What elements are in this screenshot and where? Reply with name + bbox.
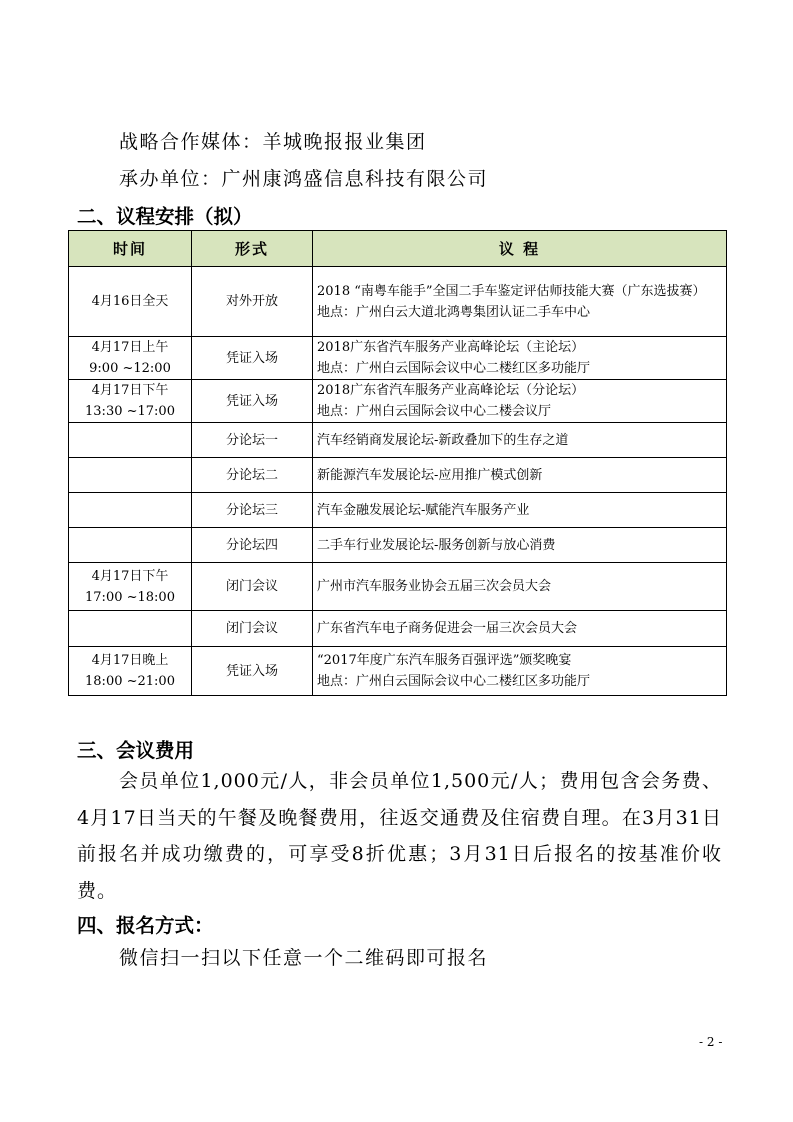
organizer-line: 承办单位：广州康鸿盛信息科技有限公司 [119,168,489,190]
agenda-row [69,380,727,423]
agenda-detail-line: 地点：广州白云国际会议中心二楼会议厅 [317,404,552,419]
agenda-detail-line: 二手车行业发展论坛-服务创新与放心消费 [317,537,556,553]
agenda-time-cell [69,267,192,337]
header-agenda: 议 程 [313,231,727,267]
agenda-time-cell [69,611,192,647]
agenda-time-cell [69,380,192,423]
agenda-detail-line: 汽车金融发展论坛-赋能汽车服务产业 [317,502,530,518]
section-4-heading: 四、报名方式： [77,914,214,937]
agenda-detail-cell [313,493,727,528]
agenda-detail-line: 广州市汽车服务业协会五届三次会员大会 [317,579,552,594]
agenda-detail-line: 广东省汽车电子商务促进会一届三次会员大会 [317,621,578,636]
header-form: 形式 [192,231,313,267]
agenda-time-line: 17:00 ~18:00 [85,589,175,605]
agenda-row [69,611,727,647]
agenda-detail-line: 2018广东省汽车服务产业高峰论坛（主论坛） [317,340,585,355]
agenda-form-cell: 凭证入场 [192,337,313,380]
agenda-detail-line: “2017年度广东汽车服务百强评选”颁奖晚宴 [317,653,572,668]
agenda-time-cell [69,337,192,380]
agenda-time-line: 18:00 ~21:00 [85,674,175,689]
page-number: - 2 - [699,1035,723,1049]
agenda-detail-line: 地点：广州白云国际会议中心二楼红区多功能厅 [317,361,591,376]
agenda-header-row [69,231,727,267]
agenda-detail-line: 2018 “南粤车能手”全国二手车鉴定评估师技能大赛（广东选拔赛） 地点：广州白云大道北鸿粤集团认证二手车中心 [317,283,706,320]
agenda-detail-line: 汽车经销商发展论坛-新政叠加下的生存之道 [317,432,569,448]
agenda-detail-cell [313,337,727,380]
agenda-time-cell [69,458,192,493]
agenda-detail-cell [313,458,727,493]
agenda-row [69,528,727,563]
agenda-form-cell: 对外开放 [192,267,313,337]
agenda-time-cell [69,563,192,611]
agenda-time-line: 4月17日下午 [91,383,169,398]
section-2-heading: 二、议程安排（拟） [77,205,253,228]
fee-text: 会员单位1,000元/人，非会员单位1,500元/人；费用包含会务费、4月17日当天的午餐及晚餐费用，往返交通费及住宿费自理。在3月31日前报名并成功缴费的，可享受8折优惠；3月31日后报名的按基准价收费。 [77,770,722,902]
agenda-form-cell: 分论坛二 [192,458,313,493]
agenda-time-line: 4月17日上午 [91,340,169,355]
agenda-detail-cell [313,647,727,696]
agenda-form-cell: 闭门会议 [192,611,313,647]
agenda-row [69,337,727,380]
agenda-form-cell: 闭门会议 [192,563,313,611]
agenda-time-line: 13:30 ~17:00 [85,404,175,419]
agenda-detail-cell [313,380,727,423]
section-3-heading: 三、会议费用 [77,739,195,762]
agenda-detail-cell [313,528,727,563]
agenda-detail-line: 地点：广州白云国际会议中心二楼红区多功能厅 [317,674,591,689]
agenda-time-cell [69,528,192,563]
agenda-time-line: 4月17日晚上 [91,653,169,668]
registration-text: 微信扫一扫以下任意一个二维码即可报名 [119,947,489,969]
agenda-form-cell: 分论坛三 [192,493,313,528]
agenda-detail-line: 新能源汽车发展论坛-应用推广模式创新 [317,467,543,483]
agenda-detail-cell [313,611,727,647]
agenda-time-line: 9:00 ~12:00 [89,361,171,376]
agenda-detail-cell [313,423,727,458]
fee-paragraph [77,763,722,909]
agenda-form-cell: 凭证入场 [192,647,313,696]
header-time: 时间 [69,231,192,267]
agenda-time-line: 4月16日全天 [91,294,169,309]
agenda-detail-line: 2018广东省汽车服务产业高峰论坛（分论坛） [317,383,585,398]
agenda-row [69,563,727,611]
agenda-row [69,493,727,528]
agenda-form-cell: 分论坛四 [192,528,313,563]
agenda-time-cell [69,423,192,458]
agenda-row [69,423,727,458]
agenda-time-cell [69,493,192,528]
agenda-row [69,647,727,696]
agenda-form-cell: 凭证入场 [192,380,313,423]
agenda-time-cell [69,647,192,696]
agenda-table [68,230,727,696]
media-partner-line: 战略合作媒体：羊城晚报报业集团 [119,131,427,153]
agenda-detail-cell [313,563,727,611]
agenda-time-line: 4月17日下午 [91,568,169,584]
agenda-row [69,458,727,493]
agenda-detail-cell [313,267,727,337]
agenda-row [69,267,727,337]
agenda-form-cell: 分论坛一 [192,423,313,458]
